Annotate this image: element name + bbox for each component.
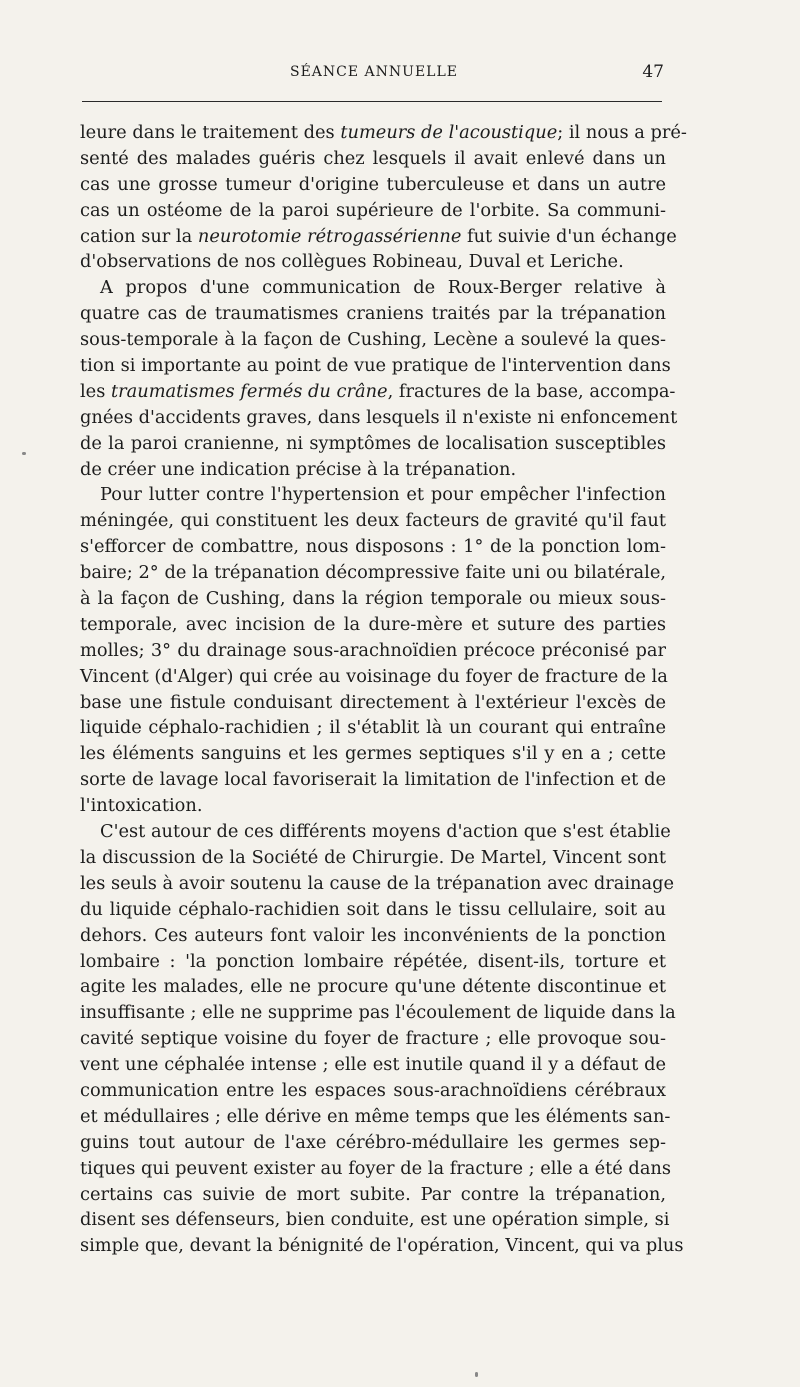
text-run: tion si importante au point de vue pratique de l'intervention dans [80,355,671,377]
text-run: de créer une indication précise à la trépanation. [80,458,517,480]
text-line [80,249,666,275]
text-line [80,327,666,353]
text-line [80,845,666,871]
text-line [80,1207,670,1233]
text-run: de la paroi cranienne, ni symptômes de localisation susceptibles [80,432,666,454]
text-line [80,871,675,897]
text-run: cavité septique voisine du foyer de fracture ; elle provoque sou- [80,1028,666,1050]
text-run: dehors. Ces auteurs font valoir les inconvénients de la ponction [80,924,666,946]
text-run: , fractures de la base, accompa- [387,380,676,402]
text-run: sorte de lavage local favoriserait la limitation de l'infection et de [80,769,666,791]
text-run: base une fistule conduisant directement à l'extérieur l'excès de [80,691,666,713]
text-line [80,923,666,949]
text-line [80,405,678,431]
text-run: quatre cas de traumatismes craniens traités par la trépanation [80,303,666,325]
text-line [80,120,687,146]
text-run: certains cas suivie de mort subite. Par contre la trépanation, [80,1183,666,1205]
text-line [80,457,666,483]
text-run: C'est autour de ces différents moyens d'action que s'est établie [100,821,671,843]
text-run: les seuls à avoir soutenu la cause de la trépanation avec drainage [80,872,675,894]
text-run: leure dans le traitement des [80,122,341,143]
text-run: les éléments sanguins et les germes septiques s'il y en a ; cette [80,743,666,765]
text-run: tiques qui peuvent exister au foyer de la fracture ; elle a été dans [80,1157,671,1179]
text-run: la discussion de la Société de Chirurgie. De Martel, Vincent sont [80,846,666,868]
text-run: guins tout autour de l'axe cérébro-médullaire les germes sep- [80,1131,666,1153]
text-line [80,1130,666,1156]
text-line [80,974,666,1000]
text-run: baire; 2° de la trépanation décompressive faite uni ou bilatérale, [80,562,666,584]
text-line [80,897,666,923]
text-line [80,638,666,664]
text-line [80,172,666,198]
text-line [80,1156,671,1182]
page-number: 47 [642,62,664,82]
text-run: disent ses défenseurs, bien conduite, est une opération simple, si [80,1209,670,1231]
text-run: cas un ostéome de la paroi supérieure de l'orbite. Sa communi- [80,199,666,221]
running-title: SÉANCE ANNUELLE [290,64,458,80]
text-run: s'efforcer de combattre, nous disposons : 1° de la ponction lom- [80,536,666,558]
text-run: lombaire : 'la ponction lombaire répétée, disent-ils, torture et [80,950,666,972]
text-line [80,1000,676,1026]
text-run: ; il nous a pré- [557,122,687,143]
text-run: à la façon de Cushing, dans la région temporale ou mieux sous- [80,588,666,610]
text-line [80,560,666,586]
text-line [80,793,666,819]
text-run: sous-temporale à la façon de Cushing, Lecène a soulevé la ques- [80,329,666,351]
text-line [80,1052,666,1078]
print-speck [22,452,26,455]
text-line [80,353,671,379]
text-run: temporale, avec incision de la dure-mère et suture des parties [80,613,666,635]
text-run: liquide céphalo-rachidien ; il s'établit là un courant qui entraîne [80,717,666,739]
text-run: communication entre les espaces sous-arachnoïdiens cérébraux [80,1079,666,1101]
running-head [82,62,666,86]
text-run: d'observations de nos collègues Robineau, Duval et Leriche. [80,251,624,273]
text-line [80,275,666,301]
print-speck [475,1372,478,1377]
italic-run: traumatismes fermés du crâne [111,380,388,402]
text-run: les [80,380,111,402]
text-line [80,431,666,457]
body-text [80,120,687,1259]
text-line [80,1078,666,1104]
text-run: du liquide céphalo-rachidien soit dans le tissu cellulaire, soit au [80,898,666,920]
text-line [80,949,666,975]
text-line [80,224,677,250]
text-run: fut suivie d'un échange [461,225,677,247]
text-line [80,819,671,845]
italic-run: tumeurs de l'acoustique [340,122,558,143]
text-run: insuffisante ; elle ne supprime pas l'écoulement de liquide dans la [80,1002,676,1024]
text-run: vent une céphalée intense ; elle est inutile quand il y a défaut de [80,1054,666,1076]
text-line [80,146,666,172]
text-run: Pour lutter contre l'hypertension et pour empêcher l'infection [100,484,666,506]
text-line [80,586,666,612]
italic-run: neurotomie rétrogassérienne [197,225,462,247]
text-run: A propos d'une communication de Roux-Berger relative à [100,277,666,299]
text-line [80,715,666,741]
text-line [80,482,666,508]
text-run: méningée, qui constituent les deux facteurs de gravité qu'il faut [80,510,666,532]
text-line [80,1104,671,1130]
text-run: cas une grosse tumeur d'origine tuberculeuse et dans un autre [80,173,666,195]
text-line [80,1026,666,1052]
text-line [80,1233,684,1259]
text-run: molles; 3° du drainage sous-arachnoïdien précoce préconisé par [80,639,666,661]
text-run: l'intoxication. [80,795,203,817]
text-line [80,612,666,638]
text-line [80,198,666,224]
text-run: agite les malades, elle ne procure qu'une détente discontinue et [80,976,666,998]
text-line [80,741,666,767]
text-line [80,534,666,560]
text-run: gnées d'accidents graves, dans lesquels il n'existe ni enfoncement [80,406,678,428]
text-line [80,508,666,534]
text-run: et médullaires ; elle dérive en même temps que les éléments san- [80,1105,671,1127]
text-run: cation sur la [80,225,198,247]
text-line [80,690,666,716]
text-run: simple que, devant la bénignité de l'opération, Vincent, qui va plus [80,1235,684,1257]
text-line [80,379,676,405]
text-line [80,1182,666,1208]
text-line [80,664,666,690]
text-run: Vincent (d'Alger) qui crée au voisinage du foyer de fracture de la [80,665,668,687]
text-line [80,767,666,793]
text-line [80,301,666,327]
header-rule [82,101,662,102]
text-run: senté des malades guéris chez lesquels il avait enlevé dans un [80,147,666,169]
